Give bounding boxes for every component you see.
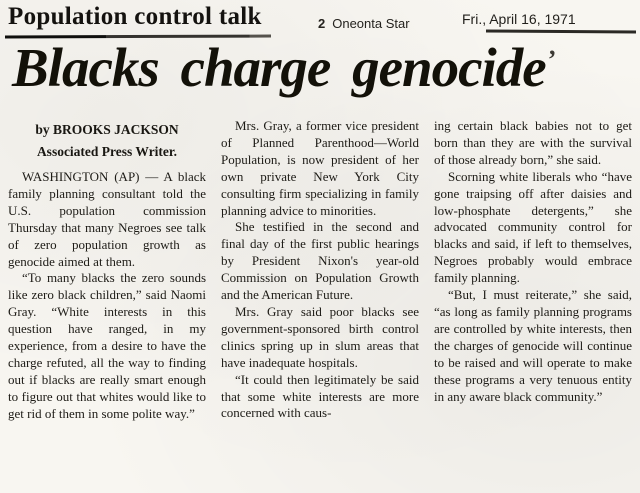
main-headline-text: Blacks charge genocide — [12, 37, 546, 98]
paragraph: Scorning white liberals who “have gone traipsing off after daisies and low-phosphate detergents,” she advocated community control for blacks and said, if left to themselves, Negroes probably would embrace family planning. — [434, 168, 632, 286]
byline-role: Associated Press Writer. — [36, 144, 178, 159]
kicker-headline: Population control talk — [8, 3, 262, 30]
paragraph: “It could then legitimately be said that some white interests are more concerned with caus- — [221, 371, 419, 421]
masthead-date: Fri., April 16, 1971 — [462, 11, 576, 27]
article-column-1 — [8, 118, 206, 490]
masthead-page-number: 2 — [318, 16, 326, 31]
ink-mark: ’ — [547, 45, 557, 74]
main-headline — [12, 38, 636, 99]
paragraph: WASHINGTON (AP) — A black family planning consultant told the U.S. population commission Thursday that many Negroes see talk of zero population growth as genocide aimed at them. — [8, 169, 206, 269]
article-body — [8, 118, 632, 490]
masthead — [318, 16, 410, 31]
paragraph: She testified in the second and final day of the first public hearings by President Nixon's year-old Commission on Population Growth and the American Future. — [221, 219, 419, 303]
date-underline-rule — [486, 29, 636, 33]
article-column-3 — [434, 118, 632, 490]
paragraph: “But, I must reiterate,” she said, “as long as family planning programs are controlled by white interests, then the charges of genocide will continue to be raised and will operate to make these programs a very tenuous entity in any aware black community.” — [434, 287, 632, 404]
paragraph: “To many blacks the zero sounds like zero black children,” said Naomi Gray. “White interests in this question have ranged, in my experience, from a desire to have the charge refuted, all the way to finding out if blacks are really smart enough to figure out that whites would like to get rid of them in some polite way.” — [8, 270, 206, 421]
byline-author: by BROOKS JACKSON — [35, 122, 179, 137]
paragraph: Mrs. Gray, a former vice president of Planned Parenthood—World Population, is now president of her own private New York City consulting firm specializing in family planning advice to minorities. — [221, 118, 419, 218]
byline — [8, 119, 206, 163]
article-column-2 — [221, 118, 419, 490]
masthead-paper-name: Oneonta Star — [332, 16, 410, 31]
paragraph-continuation: ing certain black babies not to get born than they are with the survival of those already born,” she said. — [434, 118, 632, 167]
paragraph: Mrs. Gray said poor blacks see government-sponsored birth control clinics spring up in slum areas that have inadequate hospitals. — [221, 303, 419, 370]
